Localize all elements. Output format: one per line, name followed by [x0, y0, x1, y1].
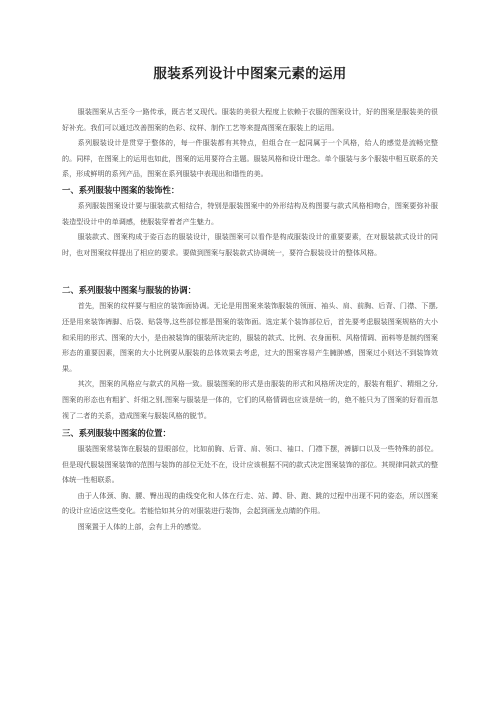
- section-2-heading: 二、系列服装中图案与服装的协调：: [62, 285, 196, 296]
- section-2-paragraph-1: 首先，图案的纹样要与相应的装饰面协调。无论是用图案来装饰服装的领面、袖头、肩、前胸、后背、门襟、下摆,还是用来装饰裤脚、后袋、贴袋等,这些部位都是图案的装饰面。选定某个装饰部位后，首先要考虑服装图案规格的大小和采用的形式、图案的大小，是由被装饰的服装所决定的，服装的款式、比例、衣身面积、风格情调、面料等是制约图案形态的重要因素，图案的大小比例要从服装的总体效果去考虑，过大的图案容易产生臃肿感，图案过小则达不到装饰效果。: [62, 301, 438, 373]
- section-2-paragraph-2: 其次，图案的风格应与款式的风格一致。服装图案的形式是由服装的形式和风格所决定的，服装有粗犷、精细之分,图案的形态也有粗犷、纤细之别,图案与服装是一体的，它们的风格情调也应该是统一的，绝不能只为了图案的好看而忽视了二者的关系，造成图案与服装风格的脱节。: [62, 379, 438, 420]
- section-gap: [62, 260, 438, 282]
- intro-paragraph-2: 系列服装设计是贯穿于整体的，每一件服装都有其特点，但组合在一起同属于一个风格，给人的感觉是流畅完整的。同样，在图案上的运用也如此，图案的运用要符合主题。服装风格和设计理念。单个服装与多个服装中相互联系的关系，形成鲜明的系列产品，图案在系列服装中表现出和谐性的美。: [62, 138, 438, 179]
- section-1-paragraph-1: 系列服装图案设计要与服装款式相结合，特别是服装图案中的外形结构及构图要与款式风格相吻合，图案要弥补服装造型设计中的单调感，使服装穿着者产生魅力。: [62, 200, 438, 226]
- document-title: 服装系列设计中图案元素的运用: [153, 66, 347, 82]
- section-3-heading: 三、系列服装中图案的位置：: [62, 428, 171, 439]
- section-3-paragraph-1: 服装图案常装饰在服装的显眼部位，比如前胸、后背、肩、领口、袖口、门襟下摆，裤脚口以及一些特殊的部位。但是现代服装图案装饰的范围与装饰的部位无处不在，设计应该根据不同的款式决定图案装饰的部位。其规律同款式的整体统一性相联系。: [62, 444, 438, 485]
- section-1-paragraph-2: 服装款式、图案构成于姿百态的服装设计，服装图案可以看作是构成服装设计的重要要素，在对服装款式设计的同时，也对图案纹样提出了相应的要求。要做到图案与服装款式协调统一，要符合服装设计的整体风格。: [62, 232, 438, 257]
- section-3-paragraph-3: 图案置于人体的上部，会有上升的感觉。: [77, 522, 206, 532]
- section-3-paragraph-2: 由于人体颈、胸、腰、臀出现的曲线变化和人体在行走、站、蹲、卧、跑、跳的过程中出现不同的姿态，所以图案的设计应适应这些变化。若能恰如其分的对服装进行装饰，会起到画龙点睛的作用。: [62, 490, 438, 516]
- section-1-heading: 一、系列服装中图案的装饰性：: [62, 184, 180, 195]
- intro-paragraph-1: 服装图案从古至今一路传承，既古老又现代。服装的美很大程度上依赖于衣服的图案设计，好的图案是服装美的很好补充。我们可以通过改善图案的色彩、纹样、制作工艺等来提高图案在服装上的运用。: [62, 107, 438, 132]
